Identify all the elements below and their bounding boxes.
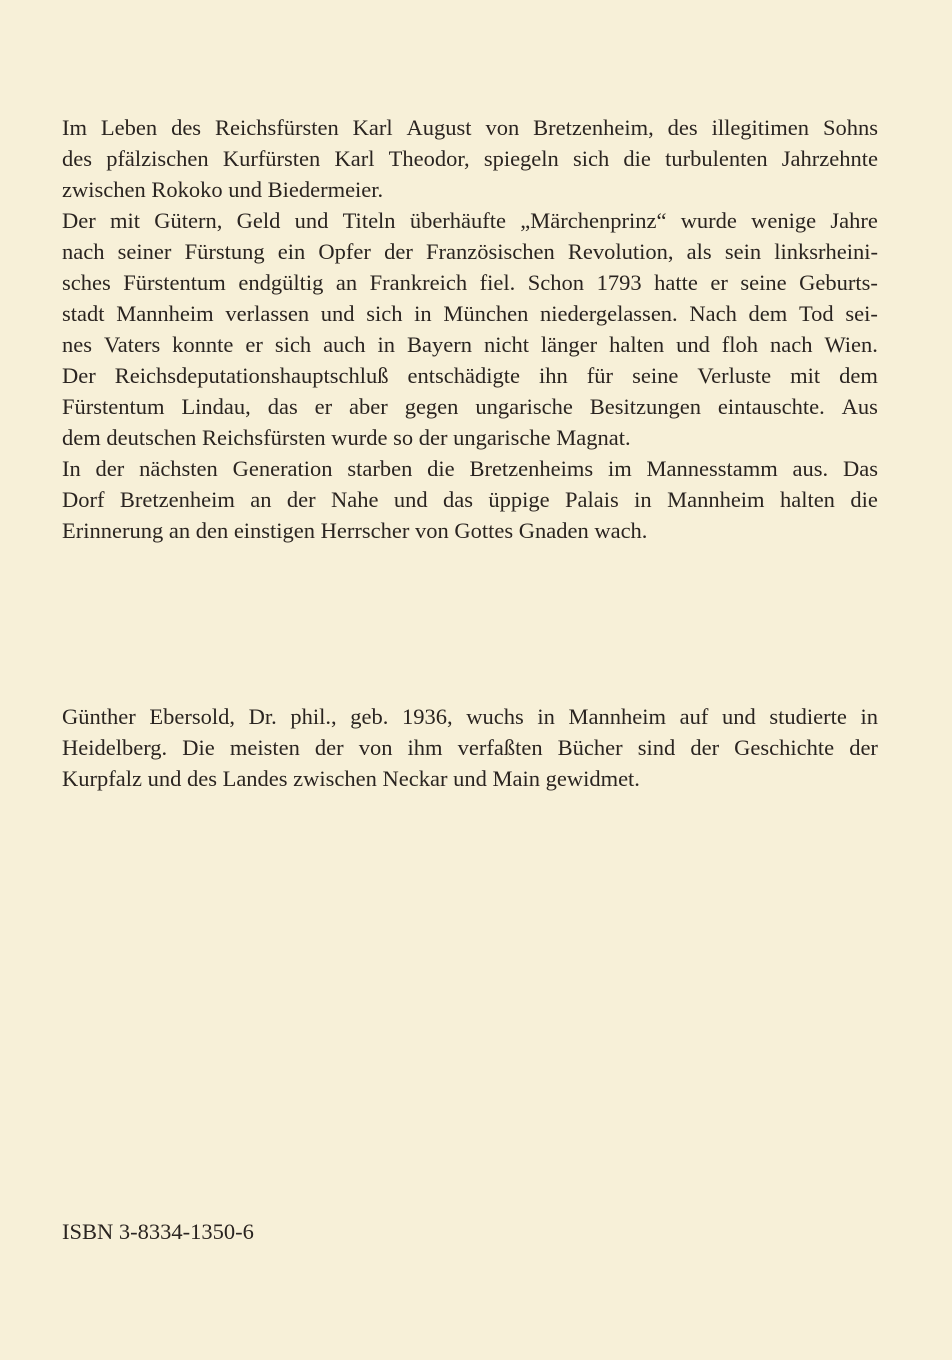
word: nach	[770, 332, 813, 357]
word: entschädigte	[407, 363, 520, 388]
word: Dr.	[248, 704, 277, 729]
word: phil.,	[290, 704, 337, 729]
word: und	[294, 208, 329, 233]
word: ihn	[539, 363, 568, 388]
word: hatte	[654, 270, 698, 295]
word: starben	[347, 456, 413, 481]
word: Opfer	[318, 239, 371, 264]
word: Mannheim	[116, 301, 214, 326]
word: sches	[62, 270, 111, 295]
word: Karl	[334, 146, 375, 171]
word: Die	[182, 735, 215, 760]
blurb-line	[62, 453, 878, 485]
word: die	[623, 146, 651, 171]
word: von	[485, 115, 520, 140]
word: Heidelberg.	[62, 735, 168, 760]
word: seine	[740, 270, 787, 295]
word: turbulenten	[665, 146, 768, 171]
blurb-line	[62, 484, 878, 516]
word: Sohns	[822, 115, 878, 140]
word: Ebersold,	[149, 704, 235, 729]
word: halten	[779, 487, 835, 512]
word: eintauschte.	[717, 394, 825, 419]
word: die	[427, 456, 455, 481]
word: das	[443, 487, 473, 512]
word: verfaßten	[457, 735, 543, 760]
word: Günther	[62, 704, 136, 729]
word: geb.	[350, 704, 389, 729]
word: das	[267, 394, 298, 419]
word: 1793	[596, 270, 642, 295]
author-line	[62, 701, 878, 733]
word: Vaters	[103, 332, 161, 357]
word: mit	[790, 363, 821, 388]
word: Theodor,	[388, 146, 470, 171]
word: Wien.	[824, 332, 878, 357]
word: meisten	[229, 735, 300, 760]
word: Karl	[352, 115, 393, 140]
word: aber	[349, 394, 388, 419]
word: Geld	[236, 208, 281, 233]
word: nes	[62, 332, 92, 357]
word: In	[62, 456, 81, 481]
word: üppige	[488, 487, 550, 512]
word: pfälzischen	[106, 146, 209, 171]
blurb-line	[62, 236, 878, 268]
word: in	[537, 704, 555, 729]
word: floh	[721, 332, 759, 357]
word: „Märchenprinz“	[520, 208, 667, 233]
word: der	[286, 487, 316, 512]
word: mit	[109, 208, 140, 233]
word: wenige	[751, 208, 817, 233]
word: des	[62, 146, 92, 171]
word: Bayern	[407, 332, 472, 357]
word: Fürstentum	[123, 270, 226, 295]
word: Fürstung	[184, 239, 265, 264]
word: Fürstentum	[62, 394, 165, 419]
blurb-line	[62, 298, 878, 330]
word: Schon	[527, 270, 585, 295]
word: und	[721, 704, 756, 729]
word: länger	[540, 332, 598, 357]
word: Bretzenheim	[119, 487, 235, 512]
word: Palais	[565, 487, 619, 512]
word: Mannesstamm	[646, 456, 778, 481]
word: Im	[62, 115, 87, 140]
word: der	[690, 735, 720, 760]
word: spiegeln	[483, 146, 559, 171]
word: der	[95, 456, 125, 481]
word: er	[314, 394, 333, 419]
word: Nahe	[330, 487, 379, 512]
word: der	[849, 735, 878, 760]
blurb-line	[62, 329, 878, 361]
word: sich	[274, 332, 312, 357]
word: Aus	[841, 394, 878, 419]
word: Reichsfürsten	[214, 115, 339, 140]
word: Leben	[100, 115, 158, 140]
word: Nach	[689, 301, 737, 326]
word: verlassen	[225, 301, 310, 326]
author-line	[62, 732, 878, 764]
word: Lindau,	[181, 394, 251, 419]
word: ein	[277, 239, 306, 264]
word: studierte	[769, 704, 847, 729]
word: sei-	[845, 301, 878, 326]
word: Geschichte	[734, 735, 835, 760]
word: linksrheini-	[774, 239, 878, 264]
word: Jahre	[830, 208, 878, 233]
word: Verluste	[697, 363, 772, 388]
word: Der	[62, 363, 96, 388]
word: in	[414, 301, 432, 326]
word: Dorf	[62, 487, 105, 512]
word: er	[245, 332, 263, 357]
word: in	[377, 332, 396, 357]
word: auf	[679, 704, 709, 729]
word: 1936,	[401, 704, 453, 729]
word: Der	[62, 208, 96, 233]
word: Bücher	[557, 735, 623, 760]
word: er	[710, 270, 728, 295]
word: sind	[637, 735, 676, 760]
word: ungarische	[475, 394, 573, 419]
word: sich	[366, 301, 403, 326]
word: wuchs	[466, 704, 524, 729]
word: Mannheim	[667, 487, 765, 512]
blurb-line: zwischen Rokoko und Biedermeier.	[62, 177, 384, 202]
word: dem	[748, 301, 788, 326]
blurb-line	[62, 143, 878, 175]
word: gegen	[404, 394, 459, 419]
blurb-line	[62, 112, 878, 144]
word: aus.	[792, 456, 829, 481]
word: fiel.	[479, 270, 516, 295]
word: konnte	[172, 332, 234, 357]
word: Titeln	[342, 208, 396, 233]
blurb-line	[62, 205, 878, 237]
author-line: Kurpfalz und des Landes zwischen Neckar und Main gewidmet.	[62, 766, 640, 791]
word: Besitzungen	[589, 394, 701, 419]
word: in	[860, 704, 878, 729]
word: München	[443, 301, 529, 326]
word: Jahrzehnte	[781, 146, 878, 171]
word: seine	[632, 363, 679, 388]
word: August	[406, 115, 472, 140]
word: die	[850, 487, 878, 512]
blurb-line: dem deutschen Reichsfürsten wurde so der ungarische Magnat.	[62, 425, 631, 450]
word: Geburts-	[799, 270, 878, 295]
word: an	[250, 487, 272, 512]
word: halten	[609, 332, 665, 357]
word: Frankreich	[369, 270, 468, 295]
word: auch	[323, 332, 366, 357]
word: Generation	[232, 456, 333, 481]
word: an	[335, 270, 358, 295]
word: von	[358, 735, 393, 760]
word: endgültig	[238, 270, 324, 295]
word: Französischen	[425, 239, 555, 264]
word: des	[667, 115, 698, 140]
word: illegitimen	[711, 115, 810, 140]
word: nächsten	[139, 456, 218, 481]
word: nicht	[483, 332, 529, 357]
word: Das	[842, 456, 878, 481]
word: Mannheim	[568, 704, 666, 729]
word: Reichsdeputationshauptschluß	[114, 363, 389, 388]
word: im	[607, 456, 632, 481]
word: seiner	[117, 239, 172, 264]
word: und	[320, 301, 355, 326]
blurb-line	[62, 267, 878, 299]
word: und	[676, 332, 710, 357]
word: dem	[839, 363, 878, 388]
word: der	[384, 239, 413, 264]
word: überhäufte	[409, 208, 507, 233]
word: Kurfürsten	[222, 146, 321, 171]
word: stadt	[62, 301, 105, 326]
word: niedergelassen.	[540, 301, 678, 326]
word: und	[393, 487, 428, 512]
word: Gütern,	[154, 208, 223, 233]
isbn: ISBN 3-8334-1350-6	[62, 1219, 254, 1244]
word: nach	[62, 239, 105, 264]
word: für	[586, 363, 614, 388]
word: ihm	[407, 735, 443, 760]
word: als	[686, 239, 712, 264]
word: in	[634, 487, 652, 512]
word: der	[314, 735, 344, 760]
word: Revolution,	[567, 239, 674, 264]
word: sich	[572, 146, 610, 171]
blurb-line: Erinnerung an den einstigen Herrscher von Gottes Gnaden wach.	[62, 518, 648, 543]
word: Tod	[798, 301, 834, 326]
word: des	[171, 115, 202, 140]
word: Bretzenheims	[469, 456, 594, 481]
blurb-line	[62, 360, 878, 392]
word: wurde	[680, 208, 737, 233]
blurb-line	[62, 391, 878, 423]
word: Bretzenheim,	[533, 115, 654, 140]
word: sein	[724, 239, 762, 264]
